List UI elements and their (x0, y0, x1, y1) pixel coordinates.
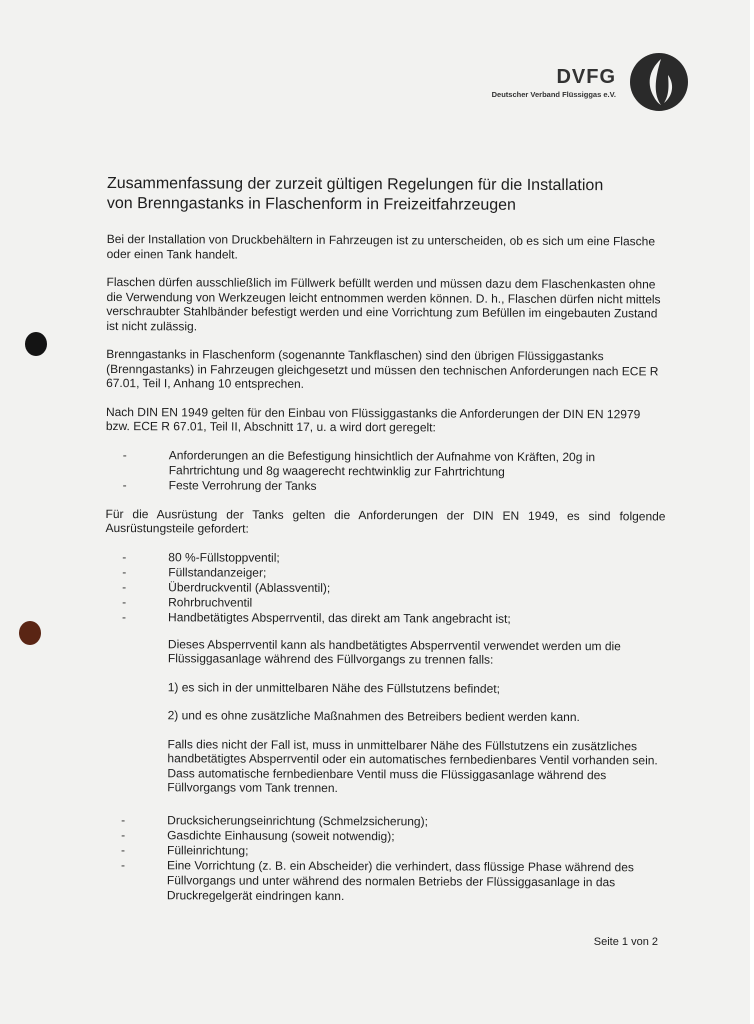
list-item: - Fülleinrichtung; (104, 842, 664, 859)
dvfg-logo (492, 53, 688, 111)
document-title (107, 174, 667, 216)
list-item: - Gasdichte Einhausung (soweit notwendig); (104, 827, 664, 844)
punch-hole (19, 621, 41, 645)
punch-hole (25, 332, 47, 356)
condition-2: 2) und es ohne zusätzliche Maßnahmen des Betreibers bedient werden kann. (167, 708, 580, 725)
logo-name: DVFG (556, 65, 616, 88)
list-item: - Anforderungen an die Befestigung hinsichtlich der Aufnahme von Kräften, 20g in Fahrtrichtung und 8g waagerecht rechtwinklig zur Fahrtrichtung (106, 447, 666, 479)
equipment-intro: Für die Ausrüstung der Tanks gelten die Anforderungen der DIN EN 1949, es sind folgende Ausrüstungsteile gefordert: (105, 506, 666, 536)
paragraph: Nach DIN EN 1949 gelten für den Einbau von Flüssiggastanks die Anforderungen der DIN EN 12979 bzw. ECE R 67.01, Teil II, Abschnitt 17, u. a wird dort geregelt: (105, 404, 641, 435)
document-body (104, 174, 667, 919)
paragraph: Bei der Installation von Druckbehältern in Fahrzeugen ist zu unterscheiden, ob es sich um eine Flasche oder einen Tank handelt. (106, 231, 656, 262)
requirements-list (106, 447, 666, 494)
page-edge (750, 0, 754, 1024)
list-item: - 80 %-Füllstoppventil; (105, 549, 665, 566)
list-item: - Drucksicherungseinrichtung (Schmelzsicherung); (104, 812, 664, 829)
equipment-list (105, 549, 665, 626)
list-item: - Rohrbruchventil (105, 594, 665, 611)
list-item: - Überdruckventil (Ablassventil); (105, 579, 665, 596)
list-item: - Füllstandanzeiger; (105, 564, 665, 581)
paragraph: Brenngastanks in Flaschenform (sogenannte Tankflaschen) sind den übrigen Flüssiggastanks (Brenngastanks) in Fahrzeugen gleichgesetzt und müssen den technischen Anforderungen nach ECE R 67.01, Teil I, Anhang 10 entsprechen. (106, 346, 659, 391)
logo-subtitle: Deutscher Verband Flüssiggas e.V. (491, 89, 616, 99)
equipment-list-continued (104, 812, 664, 904)
flame-logo-icon (630, 53, 688, 111)
condition-1: 1) es sich in der unmittelbaren Nähe des Füllstutzens befindet; (167, 679, 500, 696)
list-item: - Handbetätigtes Absperrventil, das direkt am Tank angebracht ist; (105, 609, 665, 626)
list-item: - Eine Vorrichtung (z. B. ein Abscheider) die verhindert, dass flüssige Phase während des Füllvorgangs und unter während des normalen Betriebs der Flüssiggasanlage in das Druckregelgerät eindringen kann. (104, 857, 664, 904)
title-line-1: Zusammenfassung der zurzeit gültigen Regelungen für die Installation (106, 174, 604, 195)
list-item: - Feste Verrohrung der Tanks (106, 477, 666, 494)
fallback-note: Falls dies nicht der Fall ist, muss in unmittelbarer Nähe des Füllstutzens ein zusätzliches handbetätigtes Absperrventil oder ein automatisches fernbedienbares Ventil vorhanden sein. Dass automatische fernbedienbare Ventil muss die Flüssiggasanlage während des Füllvorgangs vom Tank trennen. (167, 736, 658, 796)
page-number: Seite 1 von 2 (593, 936, 658, 948)
paragraph: Flaschen dürfen ausschließlich im Füllwerk befüllt werden und müssen dazu dem Flaschenkasten ohne die Verwendung von Werkzeugen leicht entnommen werden können. D. h., Flaschen dürfen nicht mittels verschraubter Stahlbänder befestigt werden und eine Vorrichtung zum Befüllen im eingebauten Zustand ist nicht zulässig. (106, 274, 661, 333)
valve-note: Dieses Absperrventil kann als handbetätigtes Absperrventil verwendet werden um die Flüssiggasanlage während des Füllvorgangs zu trennen falls: (167, 636, 621, 667)
title-line-2: von Brenngastanks in Flaschenform in Freizeitfahrzeugen (106, 194, 517, 214)
